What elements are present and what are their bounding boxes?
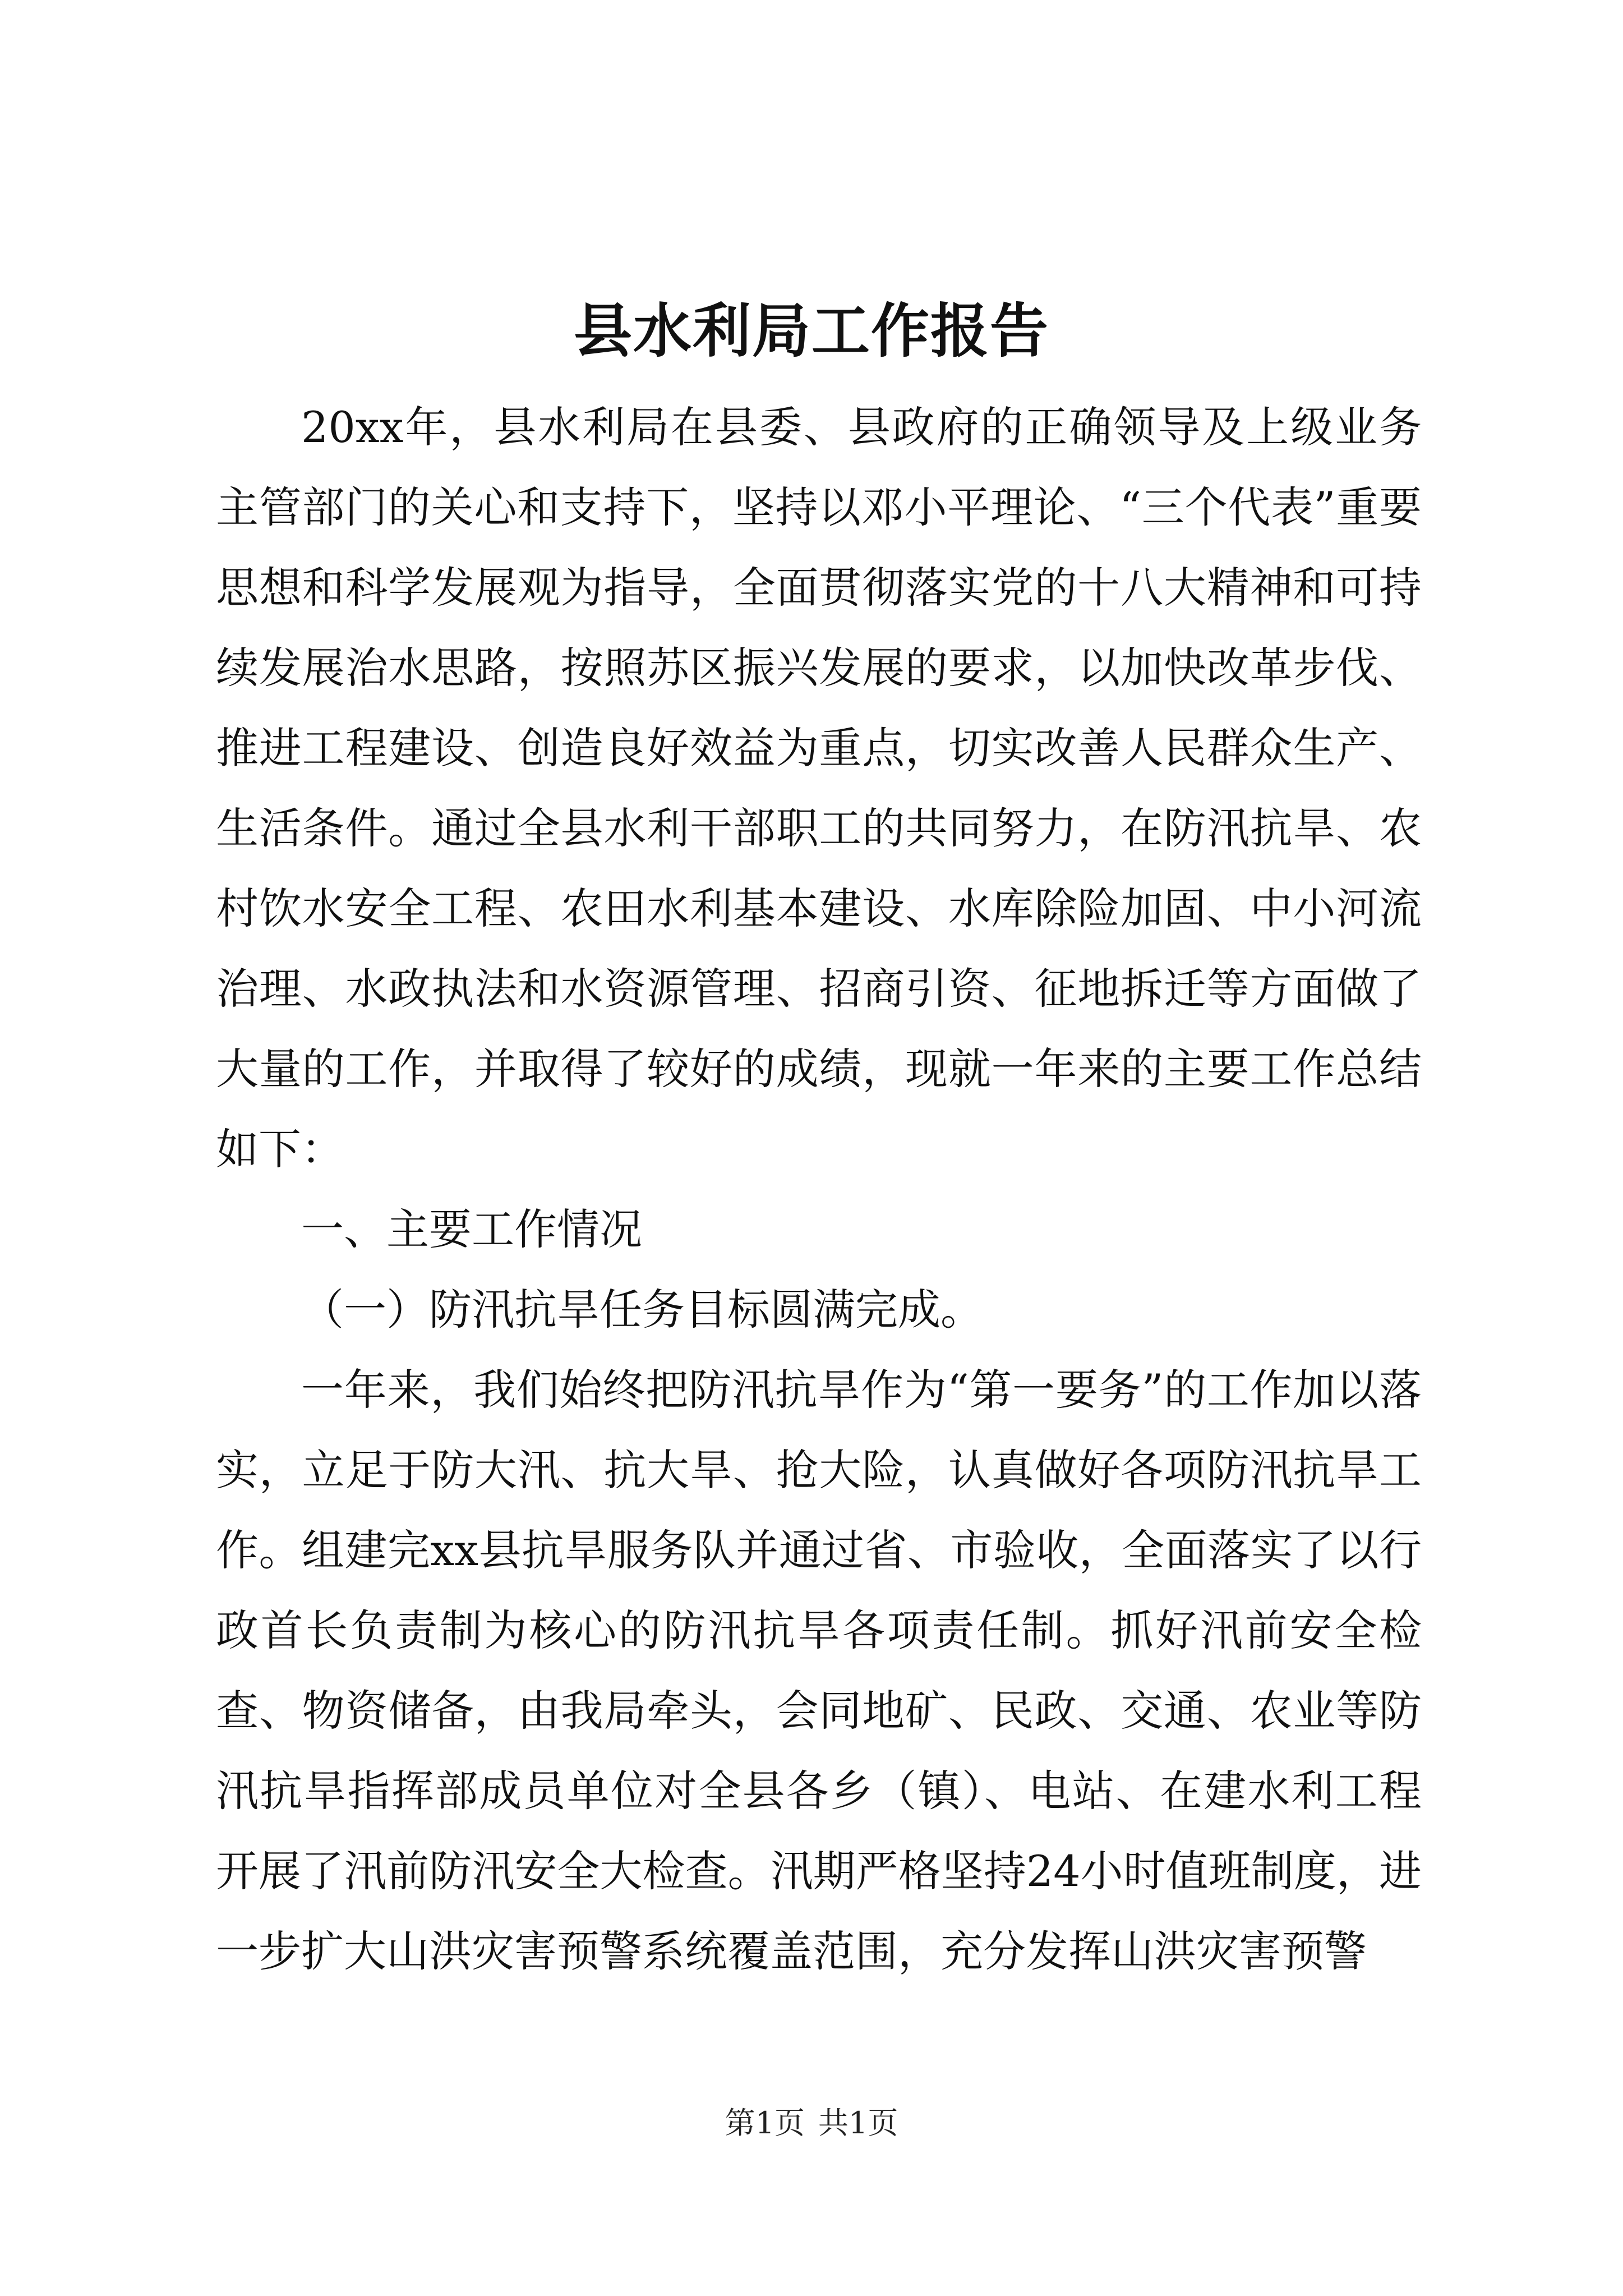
intro-paragraph: 20xx年，县水利局在县委、县政府的正确领导及上级业务主管部门的关心和支持下，坚持以邓小平理论、“三个代表”重要思想和科学发展观为指导，全面贯彻落实党的十八大精神和可持续发展治水思路，按照苏区振兴发展的要求，以加快改革步伐、推进工程建设、创造良好效益为重点，切实改善人民群众生产、生活条件。通过全县水利干部职工的共同努力，在防汛抗旱、农村饮水安全工程、农田水利基本建设、水库除险加固、中小河流治理、水政执法和水资源管理、招商引资、征地拆迁等方面做了大量的工作，并取得了较好的成绩，现就一年来的主要工作总结如下： <box>216 402 1422 1174</box>
body-paragraph: 一年来，我们始终把防汛抗旱作为“第一要务”的工作加以落实，立足于防大汛、抗大旱、抢大险，认真做好各项防汛抗旱工作。组建完xx县抗旱服务队并通过省、市验收，全面落实了以行政首长负责制为核心的防汛抗旱各项责任制。抓好汛前安全检查、物资储备，由我局牵头，会同地矿、民政、交通、农业等防汛抗旱指挥部成员单位对全县各乡（镇）、电站、在建水利工程开展了汛前防汛安全大检查。汛期严格坚持24小时值班制度，进一步扩大山洪灾害预警系统覆盖范围，充分发挥山洪灾害预警 <box>216 1365 1422 1976</box>
document-body <box>216 387 1422 1991</box>
section-heading: 一、主要工作情况 <box>301 1204 642 1254</box>
page-footer <box>0 2101 1623 2146</box>
page-total: 共1页 <box>818 2105 898 2141</box>
subsection-heading: （一）防汛抗旱任务目标圆满完成。 <box>301 1285 983 1335</box>
page-number: 第1页 <box>725 2105 805 2141</box>
document-title: 县水利局工作报告 <box>573 296 1049 365</box>
